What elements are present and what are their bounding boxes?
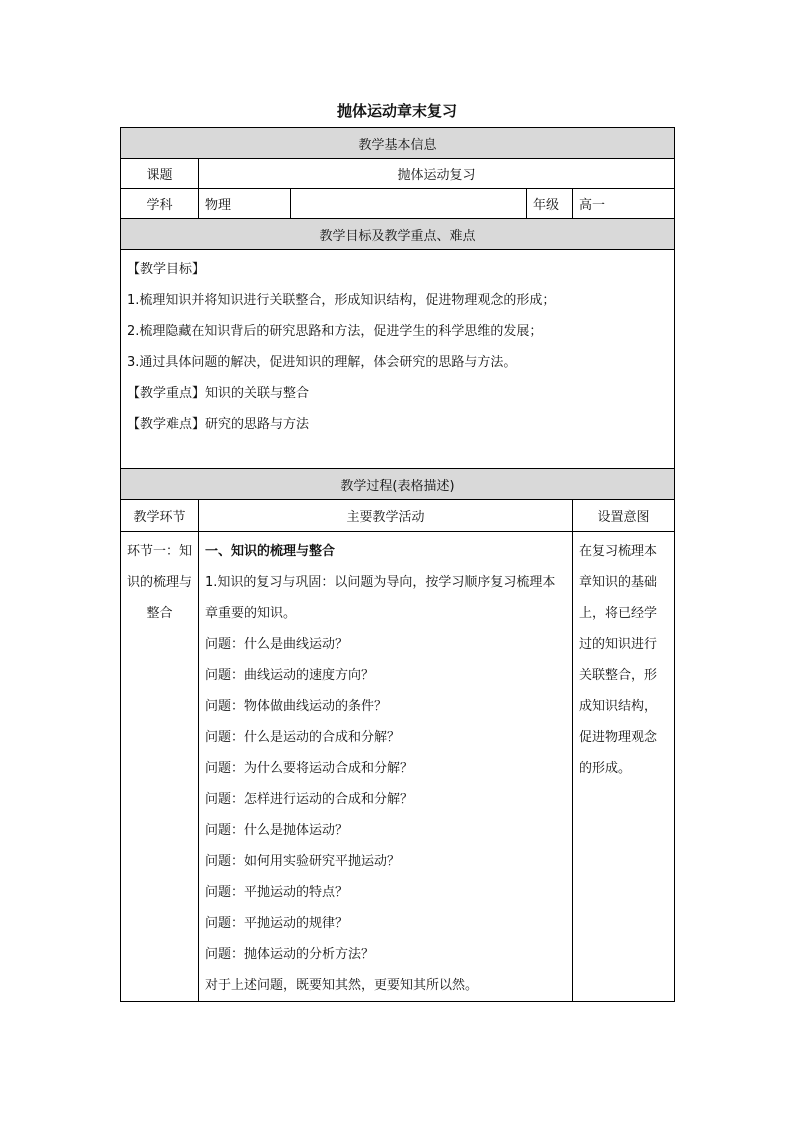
activity-cell — [199, 532, 573, 1002]
goal-item-1: 1.梳理知识并将知识进行关联整合，形成知识结构，促进物理观念的形成； — [127, 293, 556, 308]
question-item: 问题：曲线运动的速度方向？ — [205, 668, 375, 683]
question-item: 问题：抛体运动的分析方法？ — [205, 947, 375, 962]
col-activity-header: 主要教学活动 — [199, 500, 573, 532]
subject-value: 物理 — [199, 189, 291, 219]
section-title: 一、知识的梳理与整合 — [205, 544, 336, 559]
goals-header: 教学目标及教学重点、难点 — [121, 219, 675, 250]
intro-text: 1.知识的复习与巩固：以问题为导向，按学习顺序复习梳理本章重要的知识。 — [205, 575, 556, 621]
conclusion-text: 对于上述问题，既要知其然，更要知其所以然。 — [205, 978, 479, 993]
question-item: 问题：什么是曲线运动？ — [205, 637, 349, 652]
question-item: 问题：物体做曲线运动的条件？ — [205, 699, 388, 714]
question-item: 问题：平抛运动的特点？ — [205, 885, 349, 900]
subject-blank-cell — [291, 189, 527, 219]
goal-item-2: 2.梳理隐藏在知识背后的研究思路和方法，促进学生的科学思维的发展； — [127, 324, 543, 339]
topic-label: 课题 — [121, 159, 199, 189]
difficulty: 【教学难点】研究的思路与方法 — [127, 417, 310, 432]
question-item: 问题：为什么要将运动合成和分解？ — [205, 761, 414, 776]
question-item: 问题：如何用实验研究平抛运动？ — [205, 854, 401, 869]
question-item: 问题：什么是运动的合成和分解？ — [205, 730, 401, 745]
grade-label: 年级 — [527, 189, 573, 219]
intent-cell: 在复习梳理本章知识的基础上，将已经学过的知识进行关联整合，形成知识结构，促进物理观念的形成。 — [573, 532, 675, 1002]
basic-info-header: 教学基本信息 — [121, 128, 675, 159]
lesson-plan-table — [120, 127, 675, 1002]
document-title: 抛体运动章末复习 — [336, 102, 457, 120]
stage-cell: 环节一：知识的梳理与整合 — [121, 532, 199, 1002]
subject-label: 学科 — [121, 189, 199, 219]
question-item: 问题：什么是抛体运动？ — [205, 823, 349, 838]
question-item: 问题：平抛运动的规律？ — [205, 916, 349, 931]
key-point: 【教学重点】知识的关联与整合 — [127, 386, 310, 401]
col-intent-header: 设置意图 — [573, 500, 675, 532]
process-header: 教学过程(表格描述) — [121, 469, 675, 500]
goal-heading: 【教学目标】 — [127, 262, 206, 277]
question-item: 问题：怎样进行运动的合成和分解？ — [205, 792, 414, 807]
topic-value: 抛体运动复习 — [199, 159, 675, 189]
goals-content — [121, 250, 675, 469]
col-stage-header: 教学环节 — [121, 500, 199, 532]
grade-value: 高一 — [573, 189, 675, 219]
goal-item-3: 3.通过具体问题的解决，促进知识的理解，体会研究的思路与方法。 — [127, 355, 517, 370]
